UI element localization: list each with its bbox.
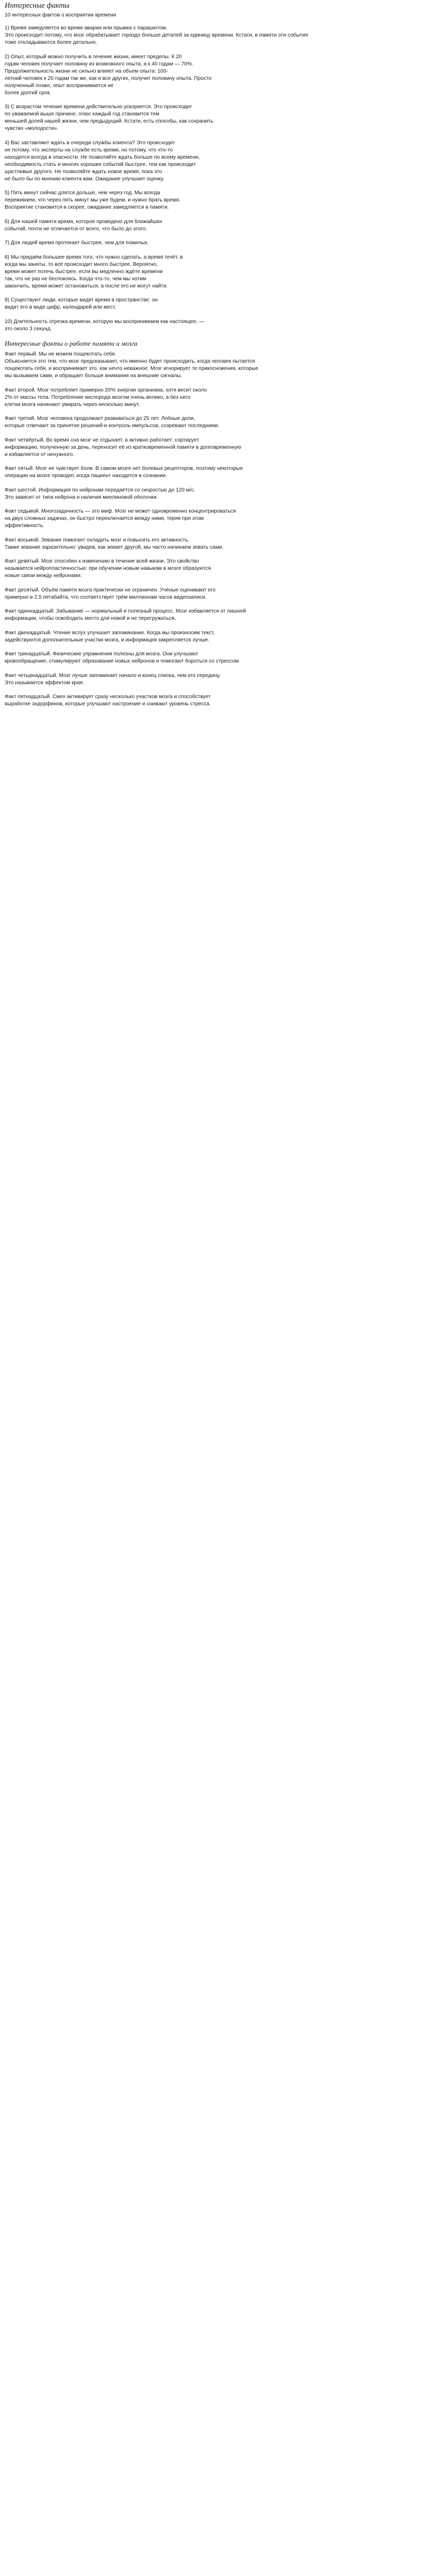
- paragraph: Факт четырнадцатый. Мозг лучше запоминает начало и конец списка, чем его середину. Это называется эффектом края.: [5, 672, 221, 686]
- intro-item: 7) Для людей время протекает быстрее, чем для пожилых.: [5, 240, 149, 246]
- paragraph: Факт девятый. Мозг способен к изменению в течение всей жизни. Это свойство называется нейропластичностью: при обучении новым навыкам в мозге образуются новые связи между нейронами.: [5, 558, 211, 579]
- subtitle: 10 интересных фактов о восприятии времени: [5, 12, 116, 18]
- paragraph: Факт тринадцатый. Физические упражнения полезны для мозга. Они улучшают кровообращение, стимулируют образование новых нейронов и помогают бороться со стрессом.: [5, 651, 240, 664]
- intro-item: 9) Существуют люди, которые видят время в пространстве: он видит его в виде цифр, календарей или мест.: [5, 297, 158, 310]
- intro-item: 10) Длительность отрезка времени, которую мы воспринимаем как настоящее, — это около 3 секунд.: [5, 318, 204, 332]
- paragraph: Факт третий. Мозг человека продолжает развиваться до 25 лет. Лобные доли, которые отвечают за принятие решений и контроль импульсов, созревают последними.: [5, 416, 219, 429]
- paragraph: Факт восьмой. Зевание помогает охладить мозг и повысить его активность. Также зевание заразительно: увидев, как зевает другой, мы часто начинаем зевать сами.: [5, 537, 223, 550]
- paragraph: Факт седьмой. Многозадачность — это миф. Мозг не может одновременно концентрироваться на двух сложных задачах, он быстро переключается между ними, теряя при этом эффективность.: [5, 509, 236, 529]
- paragraph-list: [5, 351, 432, 708]
- page-title: Интересные факты: [5, 2, 70, 10]
- paragraph: Факт первый. Мы не можем пощекотать себя. Объясняется это тем, что мозг предсказывает, что именно будет происходить, когда человек пытается пощекотать себя, и воспринимает это, как нечто неважное. Мозг игнорирует те прикосновения, которые мы вызываем сами, и обращает больше внимания на внешние сигналы.: [5, 351, 258, 379]
- intro-item: 6) Для нашей памяти время, которое проведено для ближайших событий, почти не отличается от всего, что было до этого.: [5, 218, 163, 232]
- intro-list: [5, 25, 432, 333]
- intro-item: 8) Мы придаём большее время того, что нужно сделать, а время течёт, в когда мы заняты, то всё происходит много быстрее. Вероятно, время может потечь быстрее, если вы медленно ждёте времени так, что не раз не беспокоясь. Когда что-то, чем мы хотим закончить, время может остановиться, а после его не могут найти.: [5, 254, 183, 289]
- paragraph: Факт десятый. Объём памяти мозга практически не ограничен. Учёные оценивают его примерно в 2,5 петабайта, что соответствует трём миллионам часов видеозаписи.: [5, 587, 216, 600]
- paragraph: Факт четвёртый. Во время сна мозг не отдыхает, а активно работает: сортирует информацию, полученную за день, переносит её из кратковременной памяти в долговременную и избавляется от ненужного.: [5, 437, 241, 457]
- paragraph: Факт второй. Мозг потребляет примерно 20% энергии организма, хотя весит около 2% от массы тела. Потребление кислорода мозгом очень велико, а без него клетки мозга начинают умирать через несколько минут.: [5, 387, 207, 408]
- paragraph: Факт пятнадцатый. Смех активирует сразу несколько участков мозга и способствует выработке эндорфинов, которые улучшают настроение и снижают уровень стресса.: [5, 694, 211, 707]
- intro-item: 4) Вас заставляют ждать в очереди службы клиента? Это происходит не потому, что эксперты на службе есть время, но потому, что что-то находится всегда в опасности. Не позволяйте ждать больше по всему времени, необходимость стать и многих хороших событий быстрее, тем как происходит щастливые другого. Не позволяйте ждать новое время, пока это не было бы по мнению клиента вам. Ожидание улучшает оценку.: [5, 140, 200, 182]
- paragraph: Факт одиннадцатый. Забывание — нормальный и полезный процесс. Мозг избавляется от лишней информации, чтобы освободить место для новой и не перегружаться.: [5, 608, 246, 621]
- section-title: Интересные факты о работе памяти и мозга: [5, 340, 137, 347]
- paragraph: Факт двенадцатый. Чтение вслух улучшает запоминание. Когда мы произносим текст, задействуются дополнительные участки мозга, и информация закрепляется лучше.: [5, 630, 215, 643]
- intro-item: 5) Пять минут сейчас длятся дольше, чем через год. Мы всегда переживаем, что через пять минут мы уже будем, и нужно брать время. Восприятие становится в скорее, ожидание замедляется в памяти.: [5, 190, 181, 210]
- intro-item: 2) Опыт, который можно получить в течение жизни, имеет пределы. К 20 годам человек получает половину из возможного опыта, а к 40 годам — 70%. Продолжительность жизни не сильно влияет на объем опыта: 100- летний человек к 20 годам так же, как и все других, получит половину опыта. Просто полученный позже, опыт воспринимается не более долгий срок.: [5, 54, 212, 96]
- article: [0, 0, 436, 708]
- paragraph: Факт шестой. Информация по нейронам передаётся со скоростью до 120 м/с. Это зависит от типа нейрона и наличия миелиновой оболочки.: [5, 487, 196, 500]
- intro-item: 1) Время замедляется во время аварии или прыжка с парашютом. Это происходит потому, что мозг обрабатывает гораздо больше деталей за единицу времени. Кстати, в памяти эти события тоже откладываются более детально.: [5, 25, 308, 45]
- intro-item: 3) С возрастом течение времени действительно ускоряется. Это происходит по уважаемой выше причине, плюс каждый год становится тем меньшей долей нашей жизни, чем предыдущий. Кстати, есть способы, как сохранить чувство «молодости».: [5, 104, 214, 131]
- paragraph: Факт пятый. Мозг не чувствует боли. В самом мозге нет болевых рецепторов, поэтому некоторые операции на мозге проводят, когда пациент находится в сознании.: [5, 466, 243, 479]
